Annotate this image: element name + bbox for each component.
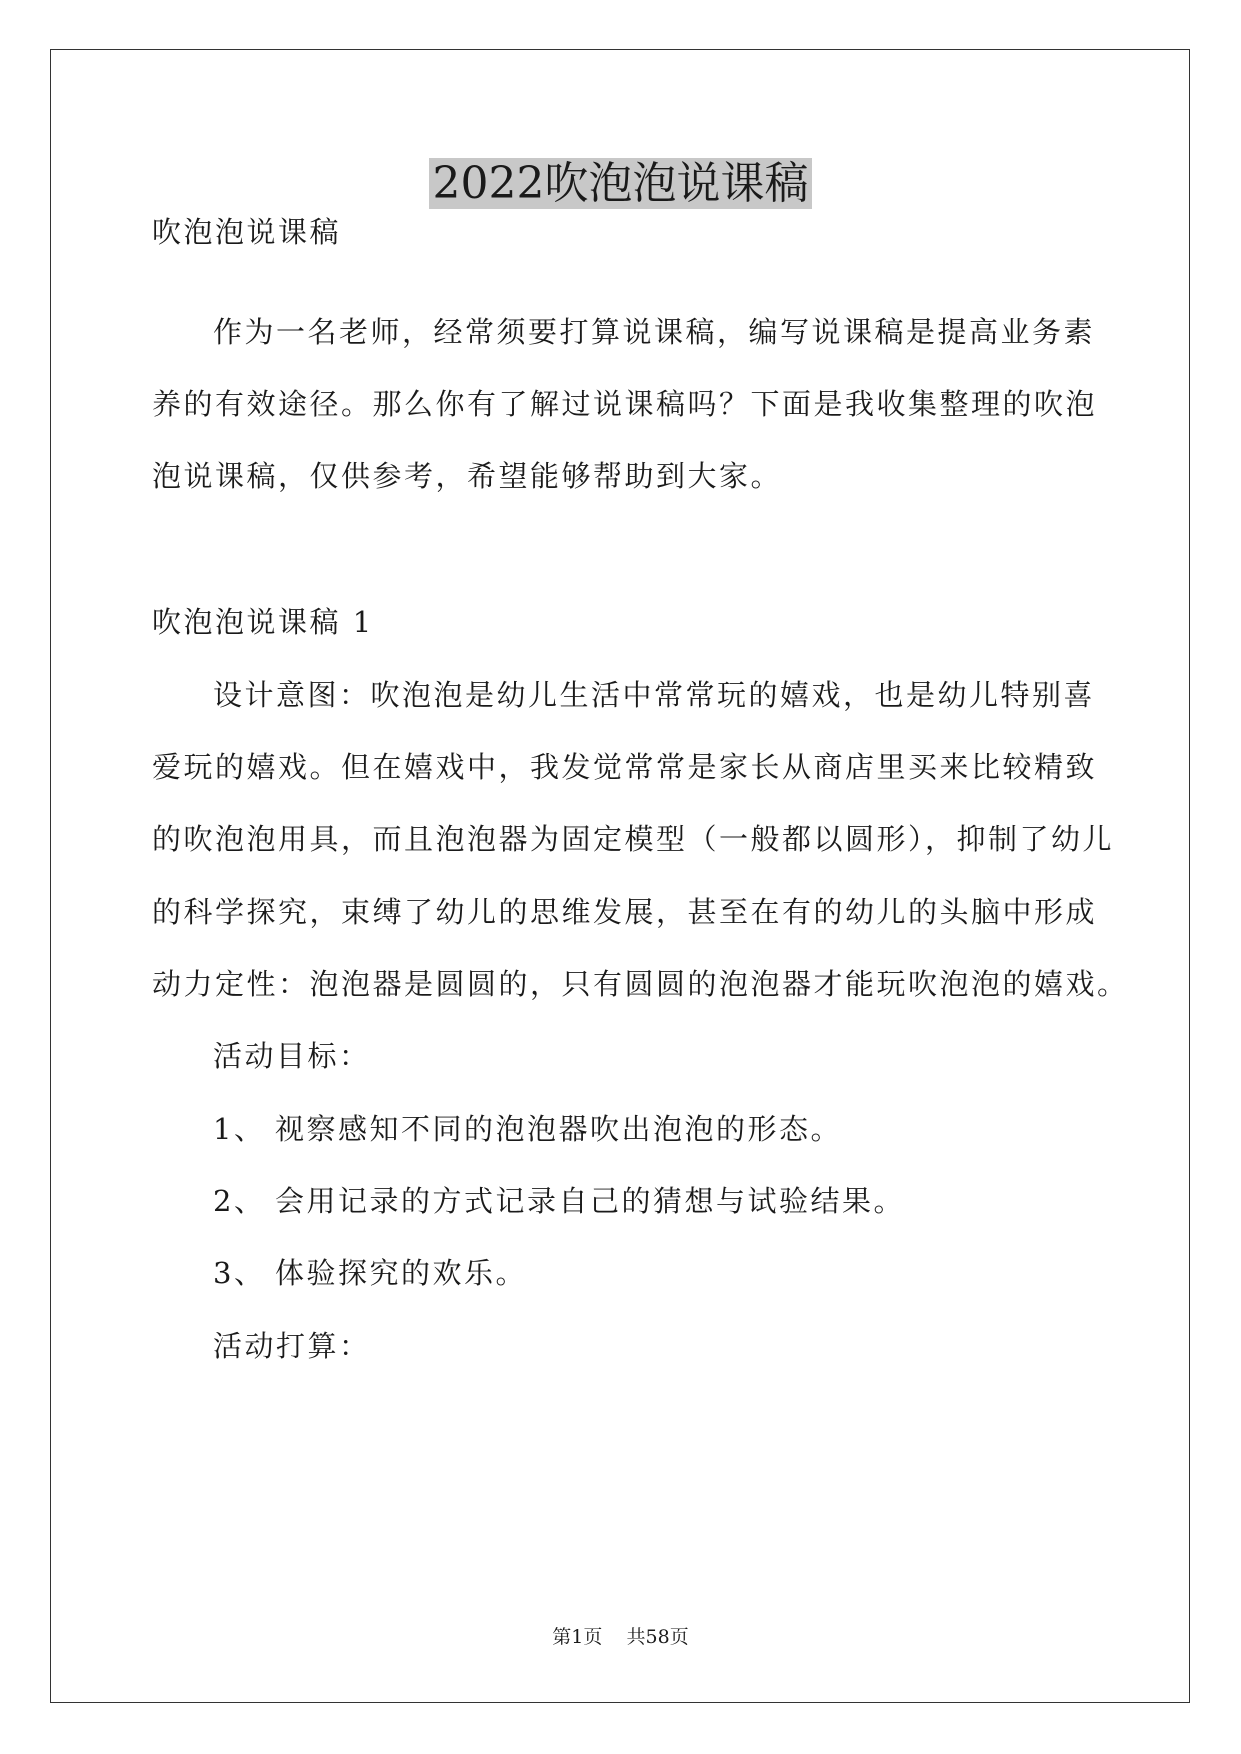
goal-text: 体验探究的欢乐。 [275, 1256, 528, 1290]
intro-line-1: 作为一名老师，经常须要打算说课稿，编写说课稿是提高业务素 [213, 315, 1096, 349]
section-heading-1: 吹泡泡说课稿 1 [152, 605, 374, 639]
document-title: 2022吹泡泡说课稿 [0, 154, 1241, 214]
goal-number: 1、 [213, 1112, 266, 1146]
goals-heading: 活动目标： [213, 1039, 371, 1073]
design-line-3: 的吹泡泡用具，而且泡泡器为固定模型（一般都以圆形），抑制了幼儿 [152, 822, 1115, 856]
section-heading: 吹泡泡说课稿 [152, 215, 342, 249]
intro-line-3: 泡说课稿，仅供参考，希望能够帮助到大家。 [152, 459, 783, 493]
goal-item [213, 1181, 905, 1221]
design-line-4: 的科学探究，束缚了幼儿的思维发展，甚至在有的幼儿的头脑中形成 [152, 895, 1098, 929]
goal-number: 3、 [213, 1256, 266, 1290]
goal-item [213, 1253, 527, 1293]
design-line-1: 设计意图：吹泡泡是幼儿生活中常常玩的嬉戏，也是幼儿特别喜 [213, 678, 1096, 712]
page-footer: 第1页 共58页 [552, 1626, 689, 1648]
goal-item [213, 1109, 842, 1149]
goal-text: 会用记录的方式记录自己的猜想与试验结果。 [275, 1184, 906, 1218]
prep-heading: 活动打算： [213, 1329, 371, 1363]
page-border [50, 49, 1190, 1703]
design-line-2: 爱玩的嬉戏。但在嬉戏中，我发觉常常是家长从商店里买来比较精致 [152, 750, 1098, 784]
goal-text: 视察感知不同的泡泡器吹出泡泡的形态。 [275, 1112, 843, 1146]
design-line-5: 动力定性：泡泡器是圆圆的，只有圆圆的泡泡器才能玩吹泡泡的嬉戏。 [152, 967, 1129, 1001]
intro-line-2: 养的有效途径。那么你有了解过说课稿吗？下面是我收集整理的吹泡 [152, 387, 1098, 421]
goal-number: 2、 [213, 1184, 266, 1218]
